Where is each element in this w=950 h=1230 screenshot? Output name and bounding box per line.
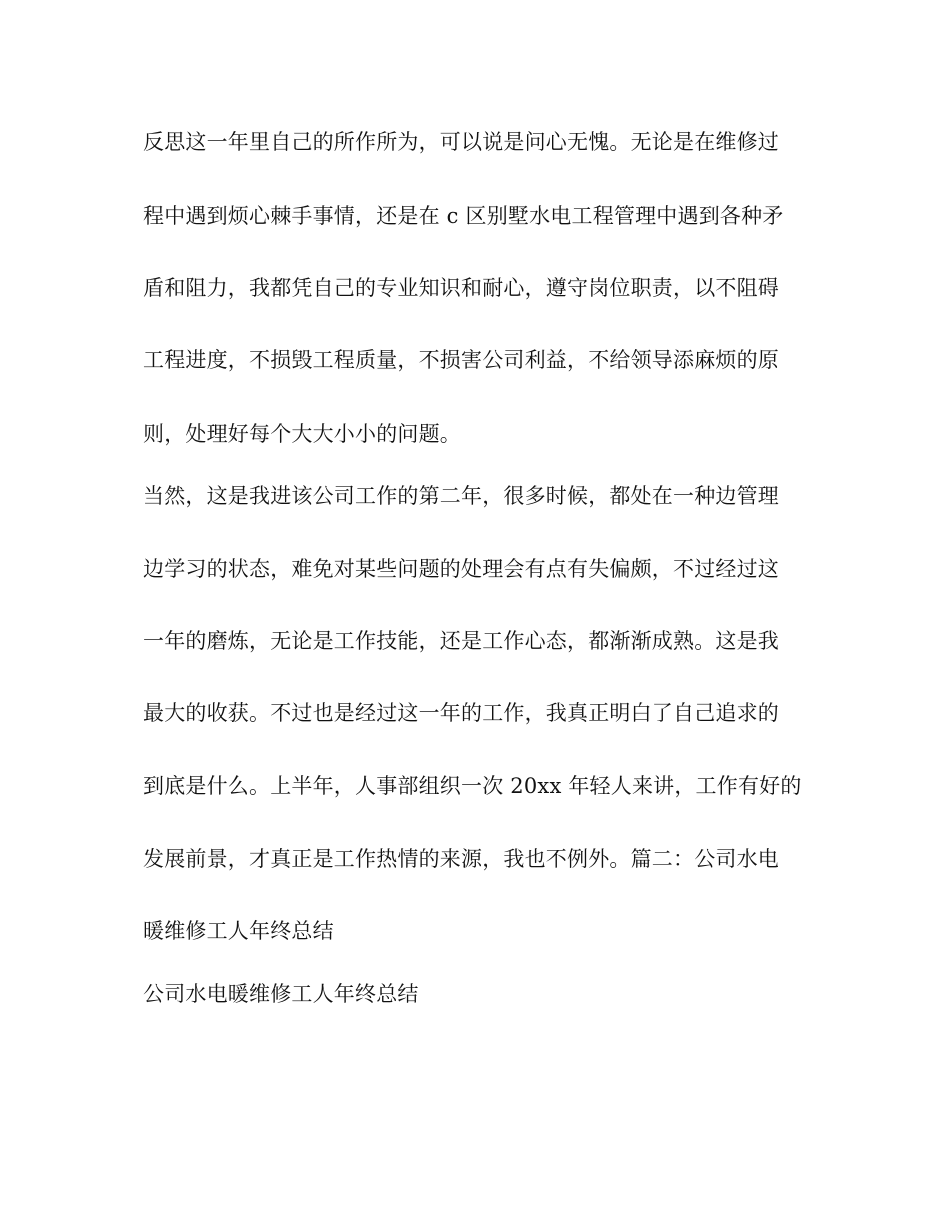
text-line-7: 边学习的状态，难免对某些问题的处理会有点有失偏颇，不过经过这	[143, 557, 779, 581]
section-heading: 公司水电暖维修工人年终总结	[143, 982, 419, 1006]
text-line-3: 盾和阻力，我都凭自己的专业知识和耐心，遵守岗位职责，以不阻碍	[143, 276, 779, 300]
text-line-5: 则，处理好每个大大小小的问题。	[143, 422, 461, 446]
text-line-2: 程中遇到烦心棘手事情，还是在 c 区别墅水电工程管理中遇到各种矛	[143, 204, 784, 228]
text-line-10: 到底是什么。上半年，人事部组织一次 20xx 年轻人来讲，工作有好的	[143, 774, 802, 798]
text-line-1: 反思这一年里自己的所作所为，可以说是问心无愧。无论是在维修过	[143, 130, 779, 154]
text-line-6: 当然，这是我进该公司工作的第二年，很多时候，都处在一种边管理	[143, 484, 779, 508]
text-line-12: 暖维修工人年终总结	[143, 919, 334, 943]
text-line-8: 一年的磨炼，无论是工作技能，还是工作心态，都渐渐成熟。这是我	[143, 629, 779, 653]
text-line-4: 工程进度，不损毁工程质量，不损害公司利益，不给领导添麻烦的原	[143, 348, 779, 372]
text-line-11: 发展前景，才真正是工作热情的来源，我也不例外。篇二：公司水电	[143, 847, 779, 871]
text-line-9: 最大的收获。不过也是经过这一年的工作，我真正明白了自己追求的	[143, 701, 779, 725]
